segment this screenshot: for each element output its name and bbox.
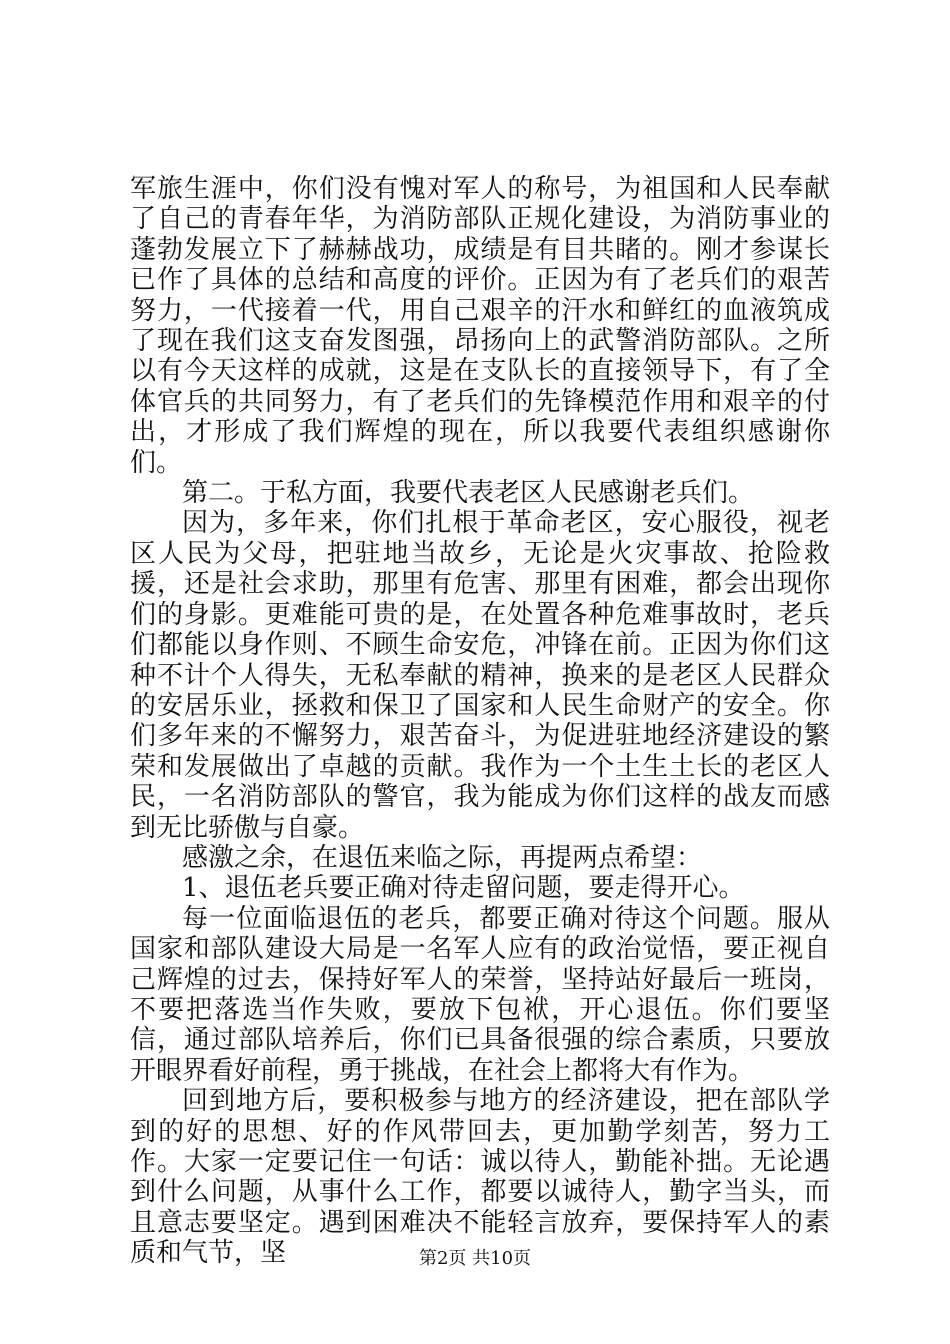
paragraph-6: 每一位面临退伍的老兵，都要正确对待这个问题。服从国家和部队建设大局是一名军人应有的政治觉悟，要正视自己辉煌的过去，保持好军人的荣誉，坚持站好最后一班岗，不要把落选当作失败，要放下包袱，开心退伍。你们要坚信，通过部队培养后，你们已具备很强的综合素质，只要放开眼界看好前程，勇于挑战，在社会上都将大有作为。: [130, 903, 830, 1086]
paragraph-4: 感激之余，在退伍来临之际，再提两点希望：: [182, 842, 703, 873]
paragraph-2: 第二。于私方面，我要代表老区人民感谢老兵们。: [182, 478, 755, 509]
page-number-footer: 第2页 共10页: [418, 1248, 532, 1269]
document-body: [130, 174, 830, 1269]
paragraph-1: 军旅生涯中，你们没有愧对军人的称号，为祖国和人民奉献了自己的青春年华，为消防部队正规化建设，为消防事业的蓬勃发展立下了赫赫战功，成绩是有目共睹的。刚才参谋长已作了具体的总结和高度的评价。正因为有了老兵们的艰苦努力，一代接着一代，用自己艰辛的汗水和鲜红的血液筑成了现在我们这支奋发图强，昂扬向上的武警消防部队。之所以有今天这样的成就，这是在支队长的直接领导下，有了全体官兵的共同努力，有了老兵们的先锋模范作用和艰辛的付出，才形成了我们辉煌的现在，所以我要代表组织感谢你们。: [130, 174, 830, 478]
paragraph-7: 回到地方后，要积极参与地方的经济建设，把在部队学到的好的思想、好的作风带回去，更加勤学刻苦，努力工作。大家一定要记住一句话：诚以待人，勤能补拙。无论遇到什么问题，从事什么工作，都要以诚待人，勤字当头，而且意志要坚定。遇到困难决不能轻言放弃，要保持军人的素质和气节，坚: [130, 1086, 830, 1269]
paragraph-3: 因为，多年来，你们扎根于革命老区，安心服役，视老区人民为父母，把驻地当故乡，无论是火灾事故、抢险救援，还是社会求助，那里有危害、那里有困难，都会出现你们的身影。更难能可贵的是，在处置各种危难事故时，老兵们都能以身作则、不顾生命安危，冲锋在前。正因为你们这种不计个人得失，无私奉献的精神，换来的是老区人民群众的安居乐业，拯救和保卫了国家和人民生命财产的安全。你们多年来的不懈努力，艰苦奋斗，为促进驻地经济建设的繁荣和发展做出了卓越的贡献。我作为一个土生土长的老区人民，一名消防部队的警官，我为能成为你们这样的战友而感到无比骄傲与自豪。: [130, 508, 830, 843]
paragraph-5: 1、退伍老兵要正确对待走留问题，要走得开心。: [182, 873, 745, 904]
